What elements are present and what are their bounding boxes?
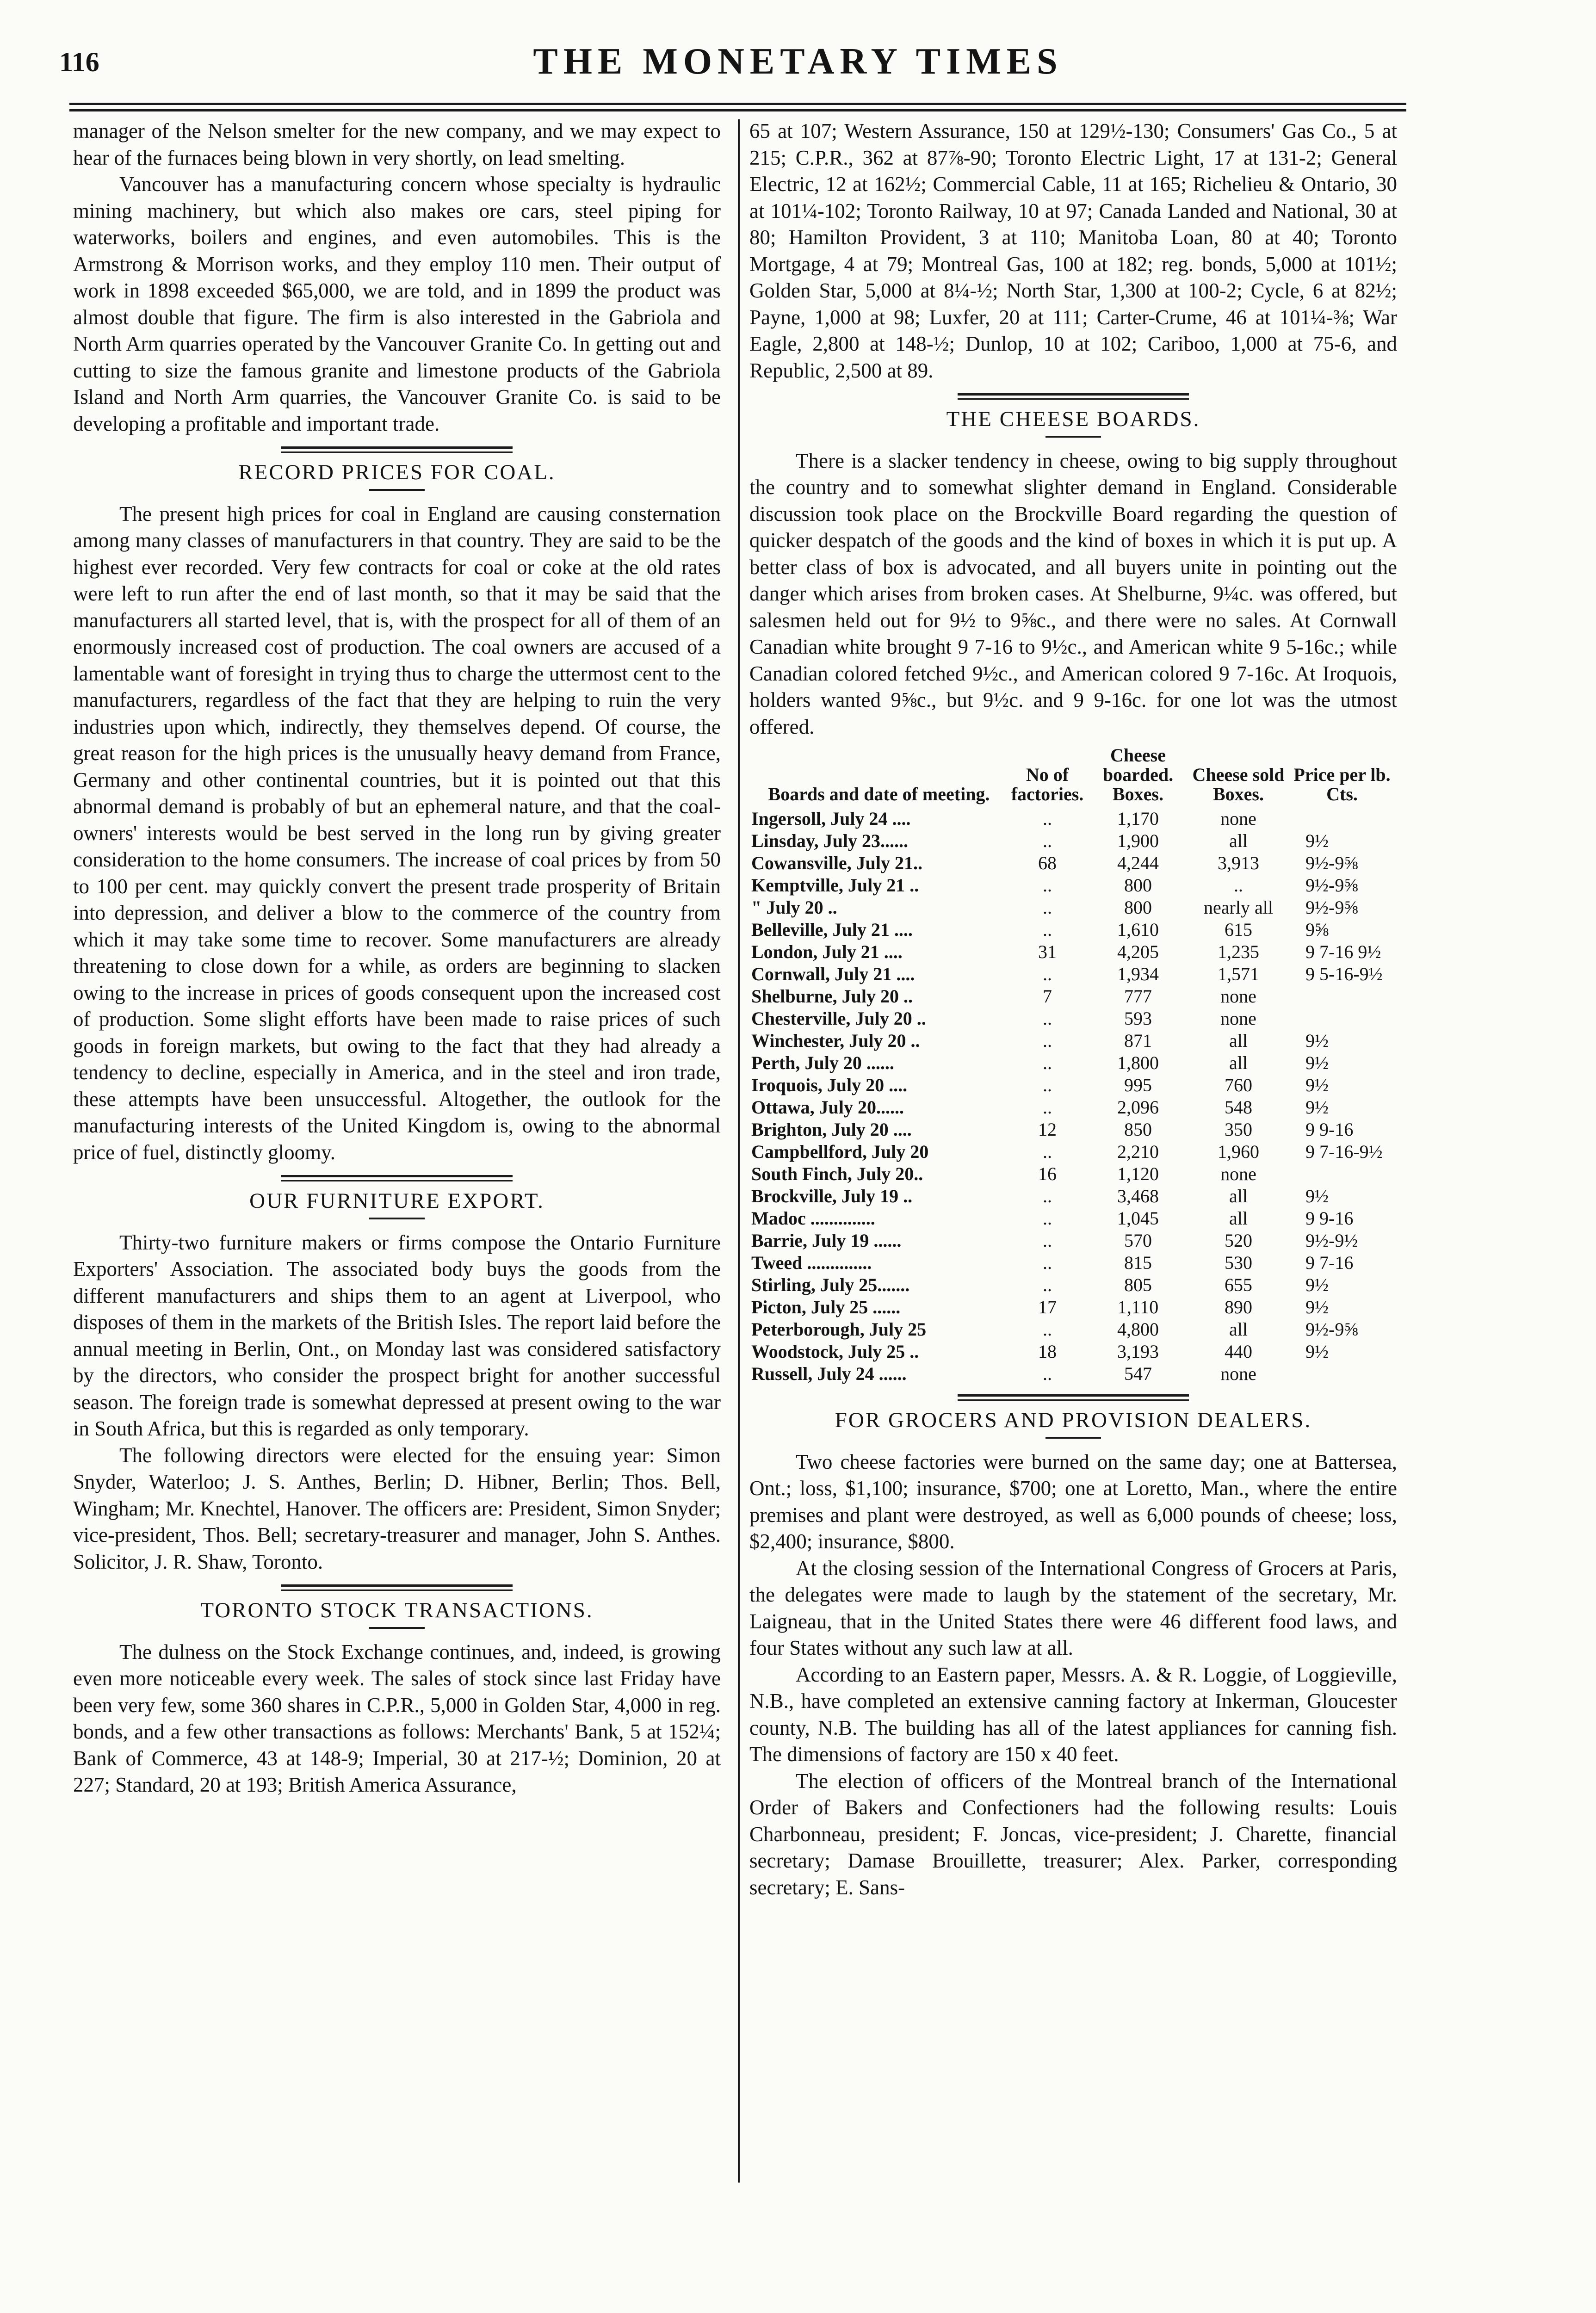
cell-price: 9½: [1305, 1341, 1329, 1362]
cell-sold: 548: [1225, 1097, 1252, 1118]
cell-factories: ..: [1043, 1208, 1052, 1229]
section-divider: [958, 1394, 1189, 1401]
table-row: [749, 963, 1397, 985]
table-row: [749, 1252, 1397, 1274]
grocers-paragraph-4: The election of officers of the Montreal branch of the International Order of Bakers and Confectioners had the following results: Louis Charbonneau, president; F. Joncas, vice-president; J. Charette, financial secretary; Damase Brouillette, treasurer; Alex. Parker, corresponding secretary; E. Sans-: [749, 1769, 1397, 1899]
cell-board: Winchester, July 20 ..: [751, 1030, 920, 1051]
cell-board: Belleville, July 21 ....: [751, 919, 913, 940]
cell-factories: ..: [1043, 1097, 1052, 1118]
cell-price: 9½: [1305, 1075, 1329, 1095]
vancouver-paragraph: Vancouver has a manufacturing concern whose specialty is hydraulic mining machinery, but which also makes ore cars, steel piping for waterworks, boilers and engines, and even automobiles. This is the Armstrong & Morrison works, and they employ 110 men. Their output of work in 1898 exceeded $65,000, we are told, and in 1899 the product was almost double that figure. The firm is also interested in the Gabriola and North Arm quarries operated by the Vancouver Granite Co. In getting out and cutting to size the famous granite and limestone products of the Gabriola Island and North Arm quarries, the Vancouver Granite Co. is said to be developing a profitable and important trade.: [73, 173, 721, 435]
cell-sold: all: [1229, 830, 1248, 851]
table-row: [749, 808, 1397, 830]
cell-boarded: 4,205: [1117, 941, 1159, 962]
table-row: [749, 1207, 1397, 1230]
cell-boarded: 1,934: [1117, 964, 1159, 984]
cell-factories: ..: [1043, 1274, 1052, 1295]
cell-price: 9⅝: [1305, 919, 1329, 940]
table-row: [749, 1008, 1397, 1030]
cell-price: [1287, 808, 1397, 830]
cheese-paragraph: There is a slacker tendency in cheese, owing to big supply throughout the country and to somewhat slighter demand in England. Considerable discussion took place on the Brockville Board regarding the question of quicker despatch of the goods and the kind of boxes in which it is put up. A better class of box is advocated, and all buyers unite in pointing out the danger which arises from broken cases. At Shelburne, 9¼c. was offered, but salesmen held out for 9½ to 9⅝c., and there were no sales. At Cornwall Canadian white brought 9 7-16 to 9½c., and American white 9 5-16c.; while Canadian colored fetched 9½c., and American colored 9 7-16c. At Iroquois, holders wanted 9⅝c., but 9½c. and 9 9-16c. for one lot was the utmost offered.: [749, 449, 1397, 738]
cell-factories: 7: [1043, 986, 1052, 1007]
cell-boarded: 547: [1124, 1363, 1152, 1384]
coal-paragraph: The present high prices for coal in England are causing consternation among many classes of manufacturers in that country. They are said to be the highest ever recorded. Very few contracts for coal or coke at the old rates were left to run after the end of last month, so that it may be said that the manufacturers all started level, that is, with the prospect for all of them of an enormously increased cost of production. The coal owners are accused of a lamentable want of foresight in trying thus to charge the uttermost cent to the manufacturers, regardless of the fact that they are helping to ruin the very industries upon which, indirectly, they themselves depend. Of course, the great reason for the high prices is the unusually heavy demand from France, Germany and other continental countries, but it is pointed out that this abnormal demand is probably of but an ephemeral nature, and that the coal-owners' interests would be best served in the long run by giving greater consideration to the home consumers. The increase of coal prices by from 50 to 100 per cent. may quickly convert the present trade prosperity of Britain into depression, and deliver a blow to the commerce of the country from which it may take some time to recover. Some manufacturers are already threatening to close down for a while, as orders are beginning to slacken owing to the increase in prices of goods consequent upon the increased cost of production. Some slight efforts have been made to raise prices of such goods in foreign markets, but owing to the fact that they had already a tendency to decline, especially in America, and in the steel and iron trade, these attempts have been unsuccessful. Altogether, the outlook for the manufacturing interests of the United Kingdom is, owing to the abnormal price of fuel, distinctly gloomy.: [73, 502, 721, 1164]
cell-factories: 68: [1038, 853, 1057, 873]
header-board: Boards and date of meeting.: [768, 784, 990, 804]
cell-sold: 530: [1225, 1252, 1252, 1273]
cell-board: Cowansville, July 21..: [751, 853, 923, 873]
cell-board: Cornwall, July 21 ....: [751, 964, 915, 984]
cell-price: 9½-9⅝: [1305, 875, 1358, 896]
table-row: [749, 1074, 1397, 1096]
cell-board: Perth, July 20 ......: [751, 1052, 894, 1073]
cell-price: 9½-9⅝: [1305, 1319, 1358, 1340]
table-row: [749, 897, 1397, 919]
cell-factories: ..: [1043, 875, 1052, 896]
cell-board: Ottawa, July 20......: [751, 1097, 904, 1118]
cheese-table-body: [749, 808, 1397, 1385]
header-sold: Cheese sold Boxes.: [1192, 764, 1285, 804]
cell-factories: 31: [1038, 941, 1057, 962]
cell-price: [1287, 1008, 1397, 1030]
cell-board: Campbellford, July 20: [751, 1141, 929, 1162]
cell-factories: ..: [1043, 808, 1052, 829]
cell-boarded: 995: [1124, 1075, 1152, 1095]
grocers-paragraph-2: At the closing session of the International Congress of Grocers at Paris, the delegates were made to laugh by the statement of the secretary, Mr. Laigneau, that in the United States there were 46 different food laws, and four States without any such law at all.: [749, 1556, 1397, 1659]
cell-price: [1287, 1163, 1397, 1185]
cell-sold: 1,960: [1218, 1141, 1259, 1162]
cell-board: Kemptville, July 21 ..: [751, 875, 919, 896]
cell-price: 9½-9½: [1305, 1230, 1358, 1251]
cell-board: Shelburne, July 20 ..: [751, 986, 913, 1007]
cell-boarded: 1,900: [1117, 830, 1159, 851]
cell-boarded: 4,800: [1117, 1319, 1159, 1340]
cell-price: 9½: [1305, 1052, 1329, 1073]
cell-boarded: 2,210: [1117, 1141, 1159, 1162]
cell-boarded: 4,244: [1117, 853, 1159, 873]
cell-factories: ..: [1043, 1186, 1052, 1206]
cell-price: 9½: [1305, 1186, 1329, 1206]
cell-factories: ..: [1043, 1075, 1052, 1095]
cell-boarded: 815: [1124, 1252, 1152, 1273]
cell-boarded: 777: [1124, 986, 1152, 1007]
heading-rule: [369, 1218, 425, 1219]
table-row: [749, 1296, 1397, 1318]
cell-price: 9½: [1305, 1030, 1329, 1051]
cell-sold: none: [1220, 1363, 1256, 1384]
stock-paragraph: The dulness on the Stock Exchange continues, and, indeed, is growing even more noticeable every week. The sales of stock since last Friday have been very few, some 360 shares in C.P.R., 5,000 in Golden Star, 4,000 in reg. bonds, and a few other transactions as follows: Merchants' Bank, 5 at 152¼; Bank of Commerce, 43 at 148-9; Imperial, 30 at 217-½; Dominion, 20 at 227; Standard, 20 at 193; British America Assurance,: [73, 1640, 721, 1796]
cell-board: Chesterville, July 20 ..: [751, 1008, 926, 1029]
cell-factories: 16: [1038, 1163, 1057, 1184]
cell-boarded: 1,800: [1117, 1052, 1159, 1073]
cell-boarded: 2,096: [1117, 1097, 1159, 1118]
cell-board: Madoc ..............: [751, 1208, 875, 1229]
left-column: [73, 118, 721, 1799]
section-divider: [281, 446, 513, 453]
cell-price: 9½: [1305, 1297, 1329, 1317]
table-row: [749, 941, 1397, 963]
cell-price: 9 7-16 9½: [1305, 941, 1381, 962]
table-header-row: [749, 746, 1397, 808]
cell-sold: all: [1229, 1052, 1248, 1073]
cell-sold: none: [1220, 808, 1256, 829]
cell-sold: 350: [1225, 1119, 1252, 1140]
coal-heading: RECORD PRICES FOR COAL.: [238, 460, 556, 484]
heading-rule: [369, 1627, 425, 1629]
cell-factories: 18: [1038, 1341, 1057, 1362]
cell-sold: none: [1220, 986, 1256, 1007]
header-boarded: Cheese boarded. Boxes.: [1102, 745, 1174, 804]
cell-board: Brockville, July 19 ..: [751, 1186, 913, 1206]
cell-sold: all: [1229, 1030, 1248, 1051]
cell-price: 9½: [1305, 1274, 1329, 1295]
cell-price: 9½-9⅝: [1305, 853, 1358, 873]
cell-boarded: 1,110: [1117, 1297, 1159, 1317]
cell-boarded: 800: [1124, 897, 1152, 918]
cell-price: [1287, 1363, 1397, 1385]
cell-sold: none: [1220, 1008, 1256, 1029]
cell-boarded: 805: [1124, 1274, 1152, 1295]
table-row: [749, 830, 1397, 852]
cell-boarded: 1,170: [1117, 808, 1159, 829]
furniture-paragraph: Thirty-two furniture makers or firms compose the Ontario Furniture Exporters' Association. The associated body buys the goods from the different manufacturers and ships them to an agent at Liverpool, who disposes of them in the markets of the British Isles. The report laid before the annual meeting in Berlin, Ont., on Monday last was considered satisfactory by the directors, who consider the prospect bright for another successful season. The foreign trade is somewhat depressed at present owing to the war in South Africa, but this is regarded as only temporary.: [73, 1231, 721, 1440]
cell-price: 9½-9⅝: [1305, 897, 1358, 918]
table-row: [749, 1230, 1397, 1252]
cell-boarded: 1,610: [1117, 919, 1159, 940]
cell-board: Russell, July 24 ......: [751, 1363, 907, 1384]
cell-sold: 615: [1225, 919, 1252, 940]
cell-boarded: 800: [1124, 875, 1152, 896]
cell-board: Barrie, July 19 ......: [751, 1230, 902, 1251]
stock-heading: TORONTO STOCK TRANSACTIONS.: [200, 1598, 594, 1622]
grocers-paragraph-3: According to an Eastern paper, Messrs. A. & R. Loggie, of Loggieville, N.B., have completed an extensive canning factory at Inkerman, Gloucester county, N.B. The building has all of the latest appliances for canning fish. The dimensions of factory are 150 x 40 feet.: [749, 1663, 1397, 1766]
cell-price: 9½: [1305, 1097, 1329, 1118]
cell-sold: 1,571: [1218, 964, 1259, 984]
cell-boarded: 1,120: [1117, 1163, 1159, 1184]
cell-price: 9 7-16-9½: [1305, 1141, 1383, 1162]
article-continuation: manager of the Nelson smelter for the new company, and we may expect to hear of the furnaces being blown in very shortly, on lead smelting.: [73, 119, 721, 169]
cell-boarded: 871: [1124, 1030, 1152, 1051]
cell-sold: all: [1229, 1319, 1248, 1340]
heading-rule: [1045, 436, 1101, 438]
cell-factories: ..: [1043, 897, 1052, 918]
cell-factories: ..: [1043, 1252, 1052, 1273]
masthead-title: THE MONETARY TIMES: [533, 41, 1063, 82]
table-row: [749, 1119, 1397, 1141]
cell-boarded: 1,045: [1117, 1208, 1159, 1229]
cell-boarded: 3,468: [1117, 1186, 1159, 1206]
cell-sold: none: [1220, 1163, 1256, 1184]
header-rule-top: [69, 103, 1406, 105]
cell-price: 9 7-16: [1305, 1252, 1354, 1273]
cell-sold: all: [1229, 1208, 1248, 1229]
table-row: [749, 919, 1397, 941]
cell-boarded: 570: [1124, 1230, 1152, 1251]
table-row: [749, 1052, 1397, 1074]
cell-sold: all: [1229, 1186, 1248, 1206]
section-divider: [281, 1584, 513, 1591]
cell-board: Iroquois, July 20 ....: [751, 1075, 908, 1095]
cell-board: Picton, July 25 ......: [751, 1297, 901, 1317]
table-row: [749, 1185, 1397, 1207]
cell-sold: 890: [1225, 1297, 1252, 1317]
stock-continuation: 65 at 107; Western Assurance, 150 at 129½-130; Consumers' Gas Co., 5 at 215; C.P.R., 362 at 87⅞-90; Toronto Electric Light, 17 at 131-2; General Electric, 12 at 162½; Commercial Cable, 11 at 165; Richelieu & Ontario, 30 at 101¼-102; Toronto Railway, 10 at 97; Canada Landed and National, 30 at 80; Hamilton Provident, 3 at 110; Manitoba Loan, 80 at 40; Toronto Mortgage, 4 at 79; Montreal Gas, 100 at 182; reg. bonds, 5,000 at 101½; Golden Star, 5,000 at 8¼-½; North Star, 1,300 at 100-2; Cycle, 6 at 82½; Payne, 1,000 at 98; Luxfer, 20 at 111; Carter-Crume, 46 at 101¼-⅜; War Eagle, 2,800 at 148-½; Dunlop, 10 at 102; Cariboo, 1,000 at 75-6, and Republic, 2,500 at 89.: [749, 119, 1397, 382]
cell-board: South Finch, July 20..: [751, 1163, 923, 1184]
cell-board: Tweed ..............: [751, 1252, 872, 1273]
section-divider: [281, 1175, 513, 1181]
cell-board: Brighton, July 20 ....: [751, 1119, 912, 1140]
table-row: [749, 1341, 1397, 1363]
cell-price: 9 5-16-9½: [1305, 964, 1383, 984]
cell-price: 9 9-16: [1305, 1119, 1354, 1140]
cell-factories: ..: [1043, 964, 1052, 984]
cell-boarded: 850: [1124, 1119, 1152, 1140]
cell-price: [1287, 985, 1397, 1008]
cheese-boards-table: [749, 746, 1397, 1385]
cell-factories: ..: [1043, 1319, 1052, 1340]
table-row: [749, 1274, 1397, 1296]
heading-rule: [1045, 1437, 1101, 1439]
cell-boarded: 593: [1124, 1008, 1152, 1029]
cell-sold: 440: [1225, 1341, 1252, 1362]
table-row: [749, 985, 1397, 1008]
cell-sold: ..: [1234, 875, 1243, 896]
cell-sold: 655: [1225, 1274, 1252, 1295]
cell-factories: ..: [1043, 1141, 1052, 1162]
cell-factories: ..: [1043, 1008, 1052, 1029]
cell-board: Woodstock, July 25 ..: [751, 1341, 919, 1362]
table-row: [749, 1030, 1397, 1052]
cell-board: Linsday, July 23......: [751, 830, 909, 851]
cell-factories: 17: [1038, 1297, 1057, 1317]
furniture-heading: OUR FURNITURE EXPORT.: [249, 1189, 544, 1213]
cell-factories: ..: [1043, 830, 1052, 851]
table-row: [749, 1141, 1397, 1163]
cell-sold: nearly all: [1204, 897, 1273, 918]
cell-board: London, July 21 ....: [751, 941, 903, 962]
cell-sold: 1,235: [1218, 941, 1259, 962]
cell-board: Stirling, July 25.......: [751, 1274, 910, 1295]
cell-sold: 3,913: [1218, 853, 1259, 873]
column-divider: [738, 119, 740, 2183]
header-factories: No of factories.: [1011, 764, 1084, 804]
cell-factories: ..: [1043, 1363, 1052, 1384]
furniture-directors-paragraph: The following directors were elected for the ensuing year: Simon Snyder, Waterloo; J. S. Anthes, Berlin; D. Hibner, Berlin; Thos. Bell, Wingham; Mr. Knechtel, Hanover. The officers are: President, Simon Snyder; vice-president, Thos. Bell; secretary-treasurer and manager, John S. Anthes. Solicitor, J. R. Shaw, Toronto.: [73, 1443, 721, 1573]
cell-factories: ..: [1043, 1030, 1052, 1051]
cell-factories: 12: [1038, 1119, 1057, 1140]
header-rule-bottom: [69, 109, 1406, 111]
cell-price: 9 9-16: [1305, 1208, 1354, 1229]
table-row: [749, 1096, 1397, 1119]
cell-board: Ingersoll, July 24 ....: [751, 808, 911, 829]
cell-price: 9½: [1305, 830, 1329, 851]
table-row: [749, 874, 1397, 897]
section-divider: [958, 393, 1189, 400]
cell-factories: ..: [1043, 1230, 1052, 1251]
cell-sold: 520: [1225, 1230, 1252, 1251]
page-number: 116: [59, 47, 99, 77]
cell-board: " July 20 ..: [751, 897, 837, 918]
heading-rule: [369, 489, 425, 491]
grocers-heading: FOR GROCERS AND PROVISION DEALERS.: [835, 1408, 1312, 1432]
cell-board: Peterborough, July 25: [751, 1319, 927, 1340]
cell-sold: 760: [1225, 1075, 1252, 1095]
table-row: [749, 1318, 1397, 1341]
grocers-paragraph-1: Two cheese factories were burned on the same day; one at Battersea, Ont.; loss, $1,100; insurance, $700; one at Loretto, Man., where the entire premises and plant were destroyed, as well as 6,000 pounds of cheese; loss, $2,400; insurance, $800.: [749, 1450, 1397, 1553]
table-row: [749, 852, 1397, 874]
right-column: [749, 118, 1397, 1901]
cheese-heading: THE CHEESE BOARDS.: [946, 407, 1200, 431]
cell-factories: ..: [1043, 1052, 1052, 1073]
table-row: [749, 1163, 1397, 1185]
table-row: [749, 1363, 1397, 1385]
header-price: Price per lb. Cts.: [1293, 764, 1391, 804]
cell-boarded: 3,193: [1117, 1341, 1159, 1362]
cell-factories: ..: [1043, 919, 1052, 940]
